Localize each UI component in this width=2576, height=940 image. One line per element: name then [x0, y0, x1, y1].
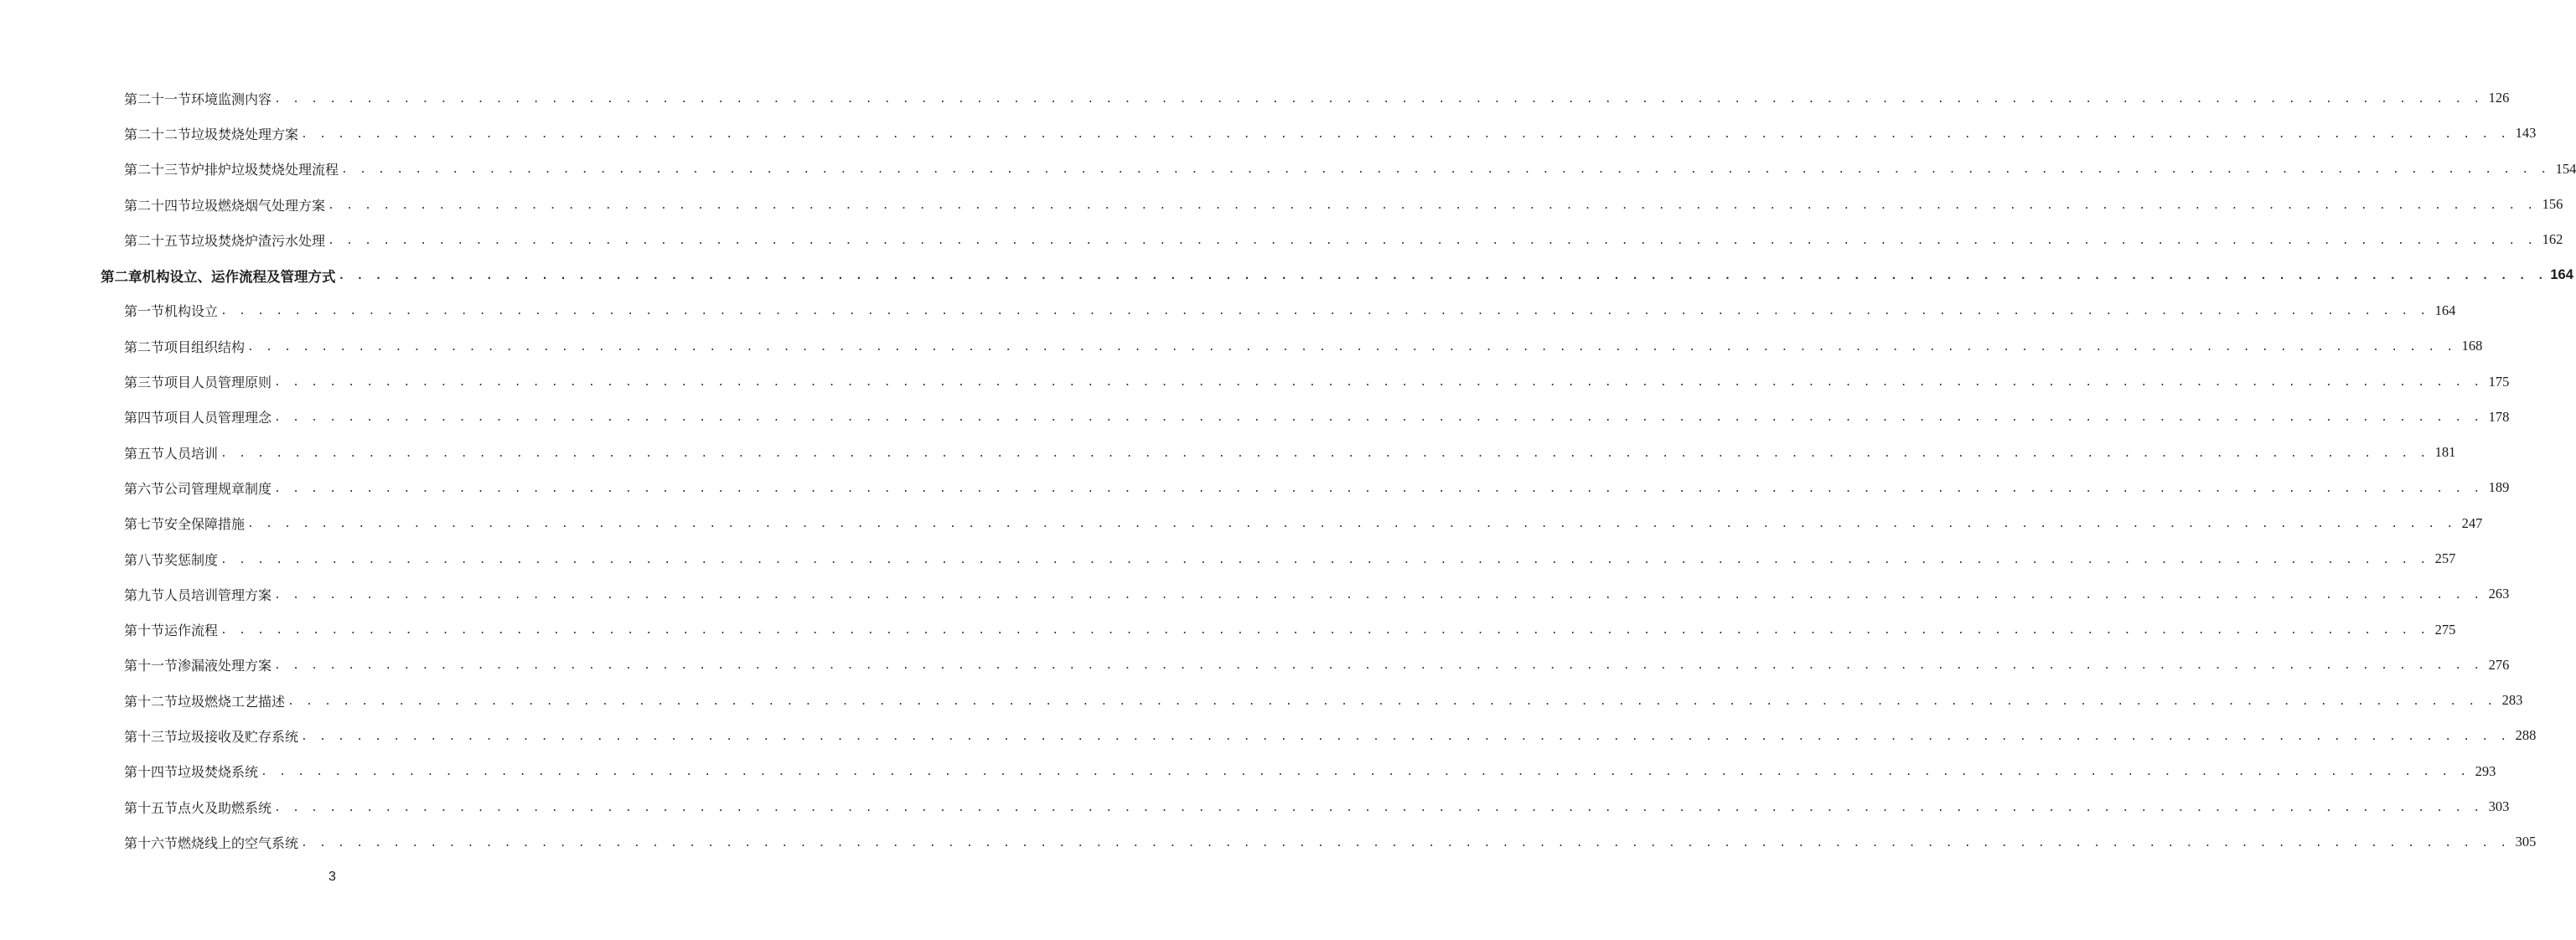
toc-entry-number: 第一节	[124, 303, 165, 320]
toc-section-entry[interactable]	[0, 576, 2510, 612]
toc-dot-leader: . . . . . . . . . . . . . . . . . . . . . . . . . . . . . . . . . . . . . . . . . . . . . . . . . . . . . . . . . . . . . . . . . . . . . . . . . . . . . . . . . . . . . . . . . . . . . . . . . . . . . . . . . . . . . . . . . . . . . . . .	[341, 163, 2550, 177]
toc-section-entry[interactable]	[0, 400, 2510, 435]
toc-entry-number: 第三节	[124, 374, 165, 391]
toc-dot-leader: . . . . . . . . . . . . . . . . . . . . . . . . . . . . . . . . . . . . . . . . . . . . . . . . . . . . . . . . . . . . . . . . . . . . . . . . . . . . . . . . . . . . . . . . . . . . . . . . . . . . . . . . . . . . . . . . . . . . . . . .	[220, 624, 2429, 638]
toc-entry-title: 渗漏液处理方案	[178, 658, 272, 674]
toc-chapter-entry[interactable]	[0, 257, 2573, 292]
toc-entry-title: 机构设立	[164, 303, 219, 320]
toc-dot-leader: . . . . . . . . . . . . . . . . . . . . . . . . . . . . . . . . . . . . . . . . . . . . . . . . . . . . . . . . . . . . . . . . . . . . . . . . . . . . . . . . . . . . . . . . . . . . . . . . . . . . . . . . . . . . . . . . . . . . . . . .	[301, 730, 2510, 743]
toc-section-entry[interactable]	[0, 754, 2496, 789]
toc-entry-number: 第二十五节	[124, 232, 192, 249]
toc-entry-number: 第四节	[124, 410, 165, 426]
toc-dot-leader: . . . . . . . . . . . . . . . . . . . . . . . . . . . . . . . . . . . . . . . . . . . . . . . . . . . . . . . . . . . . . . . . . . . . . . . . . . . . . . . . . . . . . . . . . . . . . . . . . . . . . . . . . . . . . . . . . . . . . . . .	[301, 836, 2510, 850]
page-number: 3	[328, 870, 336, 884]
toc-dot-leader: . . . . . . . . . . . . . . . . . . . . . . . . . . . . . . . . . . . . . . . . . . . . . . . . . . . . . . . . . . . . . . . . . . . . . . . . . . . . . . . . . . . . . . . . . . . . . . . . . . . . . . . . . . . . . . . . . . . . . . . .	[274, 376, 2483, 390]
toc-entry-page: 126	[2488, 90, 2510, 106]
toc-entry-page: 156	[2542, 196, 2563, 213]
toc-section-entry[interactable]	[0, 364, 2510, 399]
toc-entry-title: 项目人员管理原则	[164, 374, 272, 391]
toc-entry-number: 第七节	[124, 516, 165, 533]
toc-entry-number: 第九节	[124, 586, 165, 603]
toc-entry-page: 257	[2434, 550, 2456, 566]
toc-section-entry[interactable]	[0, 470, 2510, 505]
toc-entry-title: 垃圾接收及贮存系统	[178, 728, 299, 745]
toc-entry-title: 运作流程	[164, 622, 219, 639]
toc-section-entry[interactable]	[0, 789, 2510, 824]
toc-entry-page: 178	[2488, 408, 2510, 425]
toc-entry-number: 第十二节	[124, 693, 178, 710]
toc-entry-number: 第十四节	[124, 764, 178, 781]
toc-entry-page: 303	[2488, 798, 2510, 815]
toc-entry-number: 第二节	[124, 338, 165, 355]
toc-entry-number: 第六节	[124, 480, 165, 497]
toc-entry-title: 垃圾燃烧烟气处理方案	[191, 197, 326, 214]
toc-section-entry[interactable]	[0, 187, 2563, 222]
toc-entry-page: 164	[2434, 302, 2456, 318]
toc-entry-page: 293	[2475, 762, 2496, 779]
toc-section-entry[interactable]	[0, 222, 2563, 257]
toc-entry-title: 环境监测内容	[191, 90, 272, 107]
toc-entry-page: 263	[2488, 586, 2510, 602]
toc-section-entry[interactable]	[0, 152, 2576, 187]
toc-entry-page: 154	[2555, 160, 2576, 177]
toc-dot-leader: . . . . . . . . . . . . . . . . . . . . . . . . . . . . . . . . . . . . . . . . . . . . . . . . . . . . . . . . . . . . . . . . . . . . . . . . . . . . . . . . . . . . . . . . . . . . . . . . . . . . . . . . . . . . . . . . . . . . . . . .	[328, 199, 2537, 212]
toc-entry-number: 第五节	[124, 445, 165, 462]
toc-dot-leader: . . . . . . . . . . . . . . . . . . . . . . . . . . . . . . . . . . . . . . . . . . . . . . . . . . . . . . . . . . . . . . . . . . . . . . . . . . . . . . . . . . . . . . . . . . . . . . . . . . . . . . . . . . . . . . . . . . . . . . . .	[328, 234, 2537, 247]
toc-section-entry[interactable]	[0, 435, 2456, 470]
toc-section-entry[interactable]	[0, 718, 2537, 753]
toc-section-entry[interactable]	[0, 506, 2483, 541]
toc-dot-leader: . . . . . . . . . . . . . . . . . . . . . . . . . . . . . . . . . . . . . . . . . . . . . . . . . . . . . . . . . . . . . . . . . . . . . . . . . . . . . . . . . . . . . . . . . . . . . . . . . . . . . . . . . . . . . . . . . . . . . . . .	[220, 305, 2429, 318]
toc-entry-title: 垃圾焚烧炉渣污水处理	[191, 232, 326, 249]
toc-section-entry[interactable]	[0, 824, 2537, 860]
toc-entry-page: 162	[2542, 231, 2563, 248]
toc-entry-title: 人员培训	[164, 445, 219, 462]
toc-entry-title: 奖惩制度	[164, 551, 219, 568]
toc-entry-number: 第二十二节	[124, 126, 192, 142]
toc-entry-page: 305	[2515, 834, 2537, 850]
toc-entry-page: 164	[2550, 267, 2573, 283]
toc-section-entry[interactable]	[0, 328, 2483, 364]
toc-dot-leader: . . . . . . . . . . . . . . . . . . . . . . . . . . . . . . . . . . . . . . . . . . . . . . . . . . . . . . . . . . . . . . . . . . . . . . . . . . . . . . . . . . . . . . . . . . . . . . . . . . . . . . . . . . . . . . . . . . . . . . . .	[274, 659, 2483, 673]
toc-entry-number: 第八节	[124, 551, 165, 568]
toc-section-entry[interactable]	[0, 116, 2537, 151]
toc-entry-page: 275	[2434, 621, 2456, 638]
toc-entry-number: 第十五节	[124, 799, 178, 816]
toc-entry-number: 第十六节	[124, 834, 178, 851]
toc-dot-leader: . . . . . . . . . . . . . . . . . . . . . . . . . . . . . . . . . . . . . . . . . . . . . . . . . . . . . . . . . . . . . . . . . . . . . . . . . . . . . . . . . . . . . . . . . . . . . . . . . . . . . . . . . . . . . . . . . . . . . . . .	[287, 695, 2496, 708]
toc-entry-number: 第十节	[124, 622, 165, 639]
toc-section-entry[interactable]	[0, 612, 2456, 647]
toc-entry-page: 143	[2515, 125, 2537, 142]
toc-section-entry[interactable]	[0, 683, 2523, 718]
toc-entry-title: 点火及助燃系统	[178, 799, 272, 816]
toc-entry-page: 168	[2461, 338, 2483, 354]
toc-dot-leader: . . . . . . . . . . . . . . . . . . . . . . . . . . . . . . . . . . . . . . . . . . . . . . . . . . . . . . . . . . . . . . . . . . . . . . . . . . . . . . . . . . . . . . . . . . . . . . . . . . . . . . . . . . . . . . . . . . . . . . . .	[338, 270, 2547, 283]
toc-dot-leader: . . . . . . . . . . . . . . . . . . . . . . . . . . . . . . . . . . . . . . . . . . . . . . . . . . . . . . . . . . . . . . . . . . . . . . . . . . . . . . . . . . . . . . . . . . . . . . . . . . . . . . . . . . . . . . . . . . . . . . . .	[274, 411, 2483, 425]
toc-dot-leader: . . . . . . . . . . . . . . . . . . . . . . . . . . . . . . . . . . . . . . . . . . . . . . . . . . . . . . . . . . . . . . . . . . . . . . . . . . . . . . . . . . . . . . . . . . . . . . . . . . . . . . . . . . . . . . . . . . . . . . . .	[247, 518, 2456, 531]
toc-entry-page: 189	[2488, 479, 2510, 496]
toc-dot-leader: . . . . . . . . . . . . . . . . . . . . . . . . . . . . . . . . . . . . . . . . . . . . . . . . . . . . . . . . . . . . . . . . . . . . . . . . . . . . . . . . . . . . . . . . . . . . . . . . . . . . . . . . . . . . . . . . . . . . . . . .	[247, 340, 2456, 354]
toc-dot-leader: . . . . . . . . . . . . . . . . . . . . . . . . . . . . . . . . . . . . . . . . . . . . . . . . . . . . . . . . . . . . . . . . . . . . . . . . . . . . . . . . . . . . . . . . . . . . . . . . . . . . . . . . . . . . . . . . . . . . . . . .	[261, 766, 2470, 779]
toc-entry-title: 炉排炉垃圾焚烧处理流程	[191, 162, 339, 178]
toc-dot-leader: . . . . . . . . . . . . . . . . . . . . . . . . . . . . . . . . . . . . . . . . . . . . . . . . . . . . . . . . . . . . . . . . . . . . . . . . . . . . . . . . . . . . . . . . . . . . . . . . . . . . . . . . . . . . . . . . . . . . . . . .	[274, 588, 2483, 602]
toc-entry-number: 第十三节	[124, 728, 178, 745]
table-of-contents	[0, 80, 2576, 860]
toc-entry-number: 第二章	[101, 268, 142, 285]
toc-entry-page: 276	[2488, 656, 2510, 673]
toc-section-entry[interactable]	[0, 80, 2510, 116]
toc-dot-leader: . . . . . . . . . . . . . . . . . . . . . . . . . . . . . . . . . . . . . . . . . . . . . . . . . . . . . . . . . . . . . . . . . . . . . . . . . . . . . . . . . . . . . . . . . . . . . . . . . . . . . . . . . . . . . . . . . . . . . . . .	[274, 482, 2483, 495]
toc-section-entry[interactable]	[0, 541, 2456, 576]
toc-entry-page: 288	[2515, 727, 2537, 744]
toc-entry-title: 项目人员管理理念	[164, 410, 272, 426]
toc-entry-number: 第二十三节	[124, 162, 192, 178]
toc-dot-leader: . . . . . . . . . . . . . . . . . . . . . . . . . . . . . . . . . . . . . . . . . . . . . . . . . . . . . . . . . . . . . . . . . . . . . . . . . . . . . . . . . . . . . . . . . . . . . . . . . . . . . . . . . . . . . . . . . . . . . . . .	[274, 92, 2483, 106]
toc-entry-title: 燃烧线上的空气系统	[178, 834, 299, 851]
toc-entry-title: 安全保障措施	[164, 516, 246, 533]
toc-entry-page: 181	[2434, 444, 2456, 461]
toc-section-entry[interactable]	[0, 648, 2510, 683]
toc-dot-leader: . . . . . . . . . . . . . . . . . . . . . . . . . . . . . . . . . . . . . . . . . . . . . . . . . . . . . . . . . . . . . . . . . . . . . . . . . . . . . . . . . . . . . . . . . . . . . . . . . . . . . . . . . . . . . . . . . . . . . . . .	[274, 801, 2483, 814]
toc-entry-title: 人员培训管理方案	[164, 586, 272, 603]
toc-entry-page: 175	[2488, 373, 2510, 390]
toc-entry-number: 第十一节	[124, 658, 178, 674]
toc-entry-page: 247	[2461, 514, 2483, 531]
toc-dot-leader: . . . . . . . . . . . . . . . . . . . . . . . . . . . . . . . . . . . . . . . . . . . . . . . . . . . . . . . . . . . . . . . . . . . . . . . . . . . . . . . . . . . . . . . . . . . . . . . . . . . . . . . . . . . . . . . . . . . . . . . .	[220, 553, 2429, 566]
toc-entry-title: 垃圾焚烧系统	[178, 764, 259, 781]
toc-entry-number: 第二十四节	[124, 197, 192, 214]
toc-entry-title: 垃圾焚烧处理方案	[191, 126, 299, 142]
toc-entry-title: 机构设立、运作流程及管理方式	[142, 268, 336, 285]
toc-section-entry[interactable]	[0, 293, 2456, 328]
toc-entry-title: 项目组织结构	[164, 338, 246, 355]
toc-dot-leader: . . . . . . . . . . . . . . . . . . . . . . . . . . . . . . . . . . . . . . . . . . . . . . . . . . . . . . . . . . . . . . . . . . . . . . . . . . . . . . . . . . . . . . . . . . . . . . . . . . . . . . . . . . . . . . . . . . . . . . . .	[220, 447, 2429, 460]
toc-entry-number: 第二十一节	[124, 90, 192, 107]
toc-entry-title: 垃圾燃烧工艺描述	[178, 693, 286, 710]
toc-entry-page: 283	[2501, 692, 2523, 709]
toc-dot-leader: . . . . . . . . . . . . . . . . . . . . . . . . . . . . . . . . . . . . . . . . . . . . . . . . . . . . . . . . . . . . . . . . . . . . . . . . . . . . . . . . . . . . . . . . . . . . . . . . . . . . . . . . . . . . . . . . . . . . . . . .	[301, 127, 2510, 141]
toc-entry-title: 公司管理规章制度	[164, 480, 272, 497]
